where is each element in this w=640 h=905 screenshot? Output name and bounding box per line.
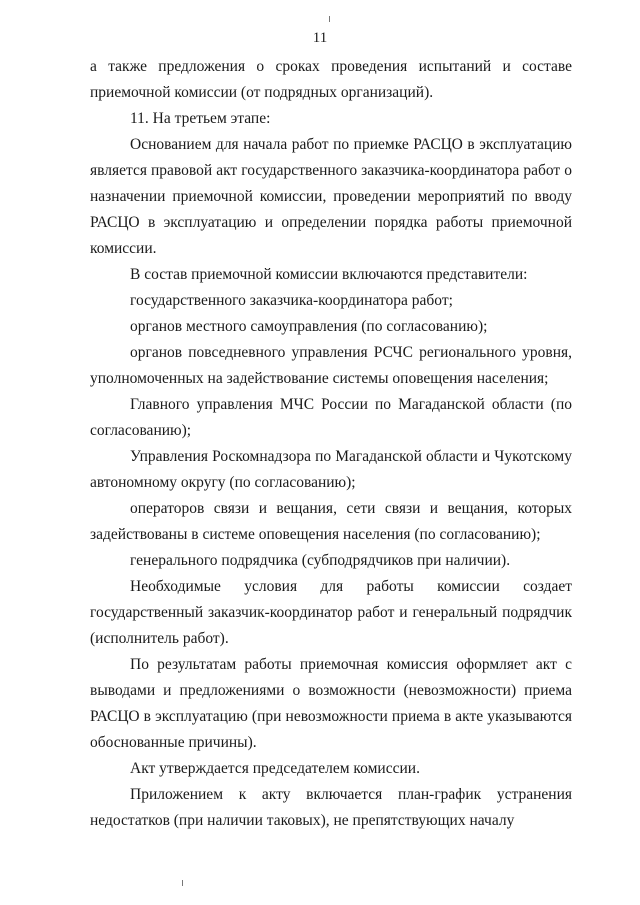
list-item-rschs: органов повседневного управления РСЧС регионального уровня, уполномоченных на задействование системы оповещения населения;: [90, 344, 572, 387]
paragraph-results: По результатам работы приемочная комиссия оформляет акт с выводами и предложениями о возможности (невозможности) приема РАСЦО в эксплуатацию (при невозможности приема в акте указываются обоснованные причины).: [90, 656, 572, 751]
list-item-roskomnadzor: Управления Роскомнадзора по Магаданской области и Чукотскому автономному округу (по согласованию);: [90, 448, 572, 491]
paragraph-continuation: а также предложения о сроках проведения испытаний и составе приемочной комиссии (от подрядных организаций).: [90, 58, 572, 101]
paragraph-appendix: Приложением к акту включается план-график устранения недостатков (при наличии таковых), не препятствующих началу: [90, 786, 572, 829]
paragraph-approval: Акт утверждается председателем комиссии.: [130, 760, 420, 777]
list-item-operators: операторов связи и вещания, сети связи и вещания, которых задействованы в системе оповещения населения (по согласованию);: [90, 500, 572, 543]
list-item-mchs: Главного управления МЧС России по Магаданской области (по согласованию);: [90, 396, 572, 439]
list-item-local-government: органов местного самоуправления (по согласованию);: [130, 318, 488, 335]
paragraph-conditions: Необходимые условия для работы комиссии создает государственный заказчик-координатор работ и генеральный подрядчик (исполнитель работ).: [90, 578, 572, 647]
paragraph-composition: В состав приемочной комиссии включаются представители:: [130, 266, 528, 283]
document-body: [90, 54, 572, 834]
list-item-contractor: генерального подрядчика (субподрядчиков при наличии).: [130, 552, 511, 569]
page-number: 11: [312, 30, 328, 46]
list-item-customer: государственного заказчика-координатора работ;: [130, 292, 453, 309]
scan-mark-bottom: [182, 880, 183, 886]
scan-mark: [329, 16, 330, 22]
paragraph-stage-heading: 11. На третьем этапе:: [130, 110, 271, 127]
paragraph-basis: Основанием для начала работ по приемке РАСЦО в эксплуатацию является правовой акт государственного заказчика-координатора работ о назначении приемочной комиссии, проведении мероприятий по вводу РАСЦО в эксплуатацию и определении порядка работы приемочной комиссии.: [90, 136, 572, 257]
